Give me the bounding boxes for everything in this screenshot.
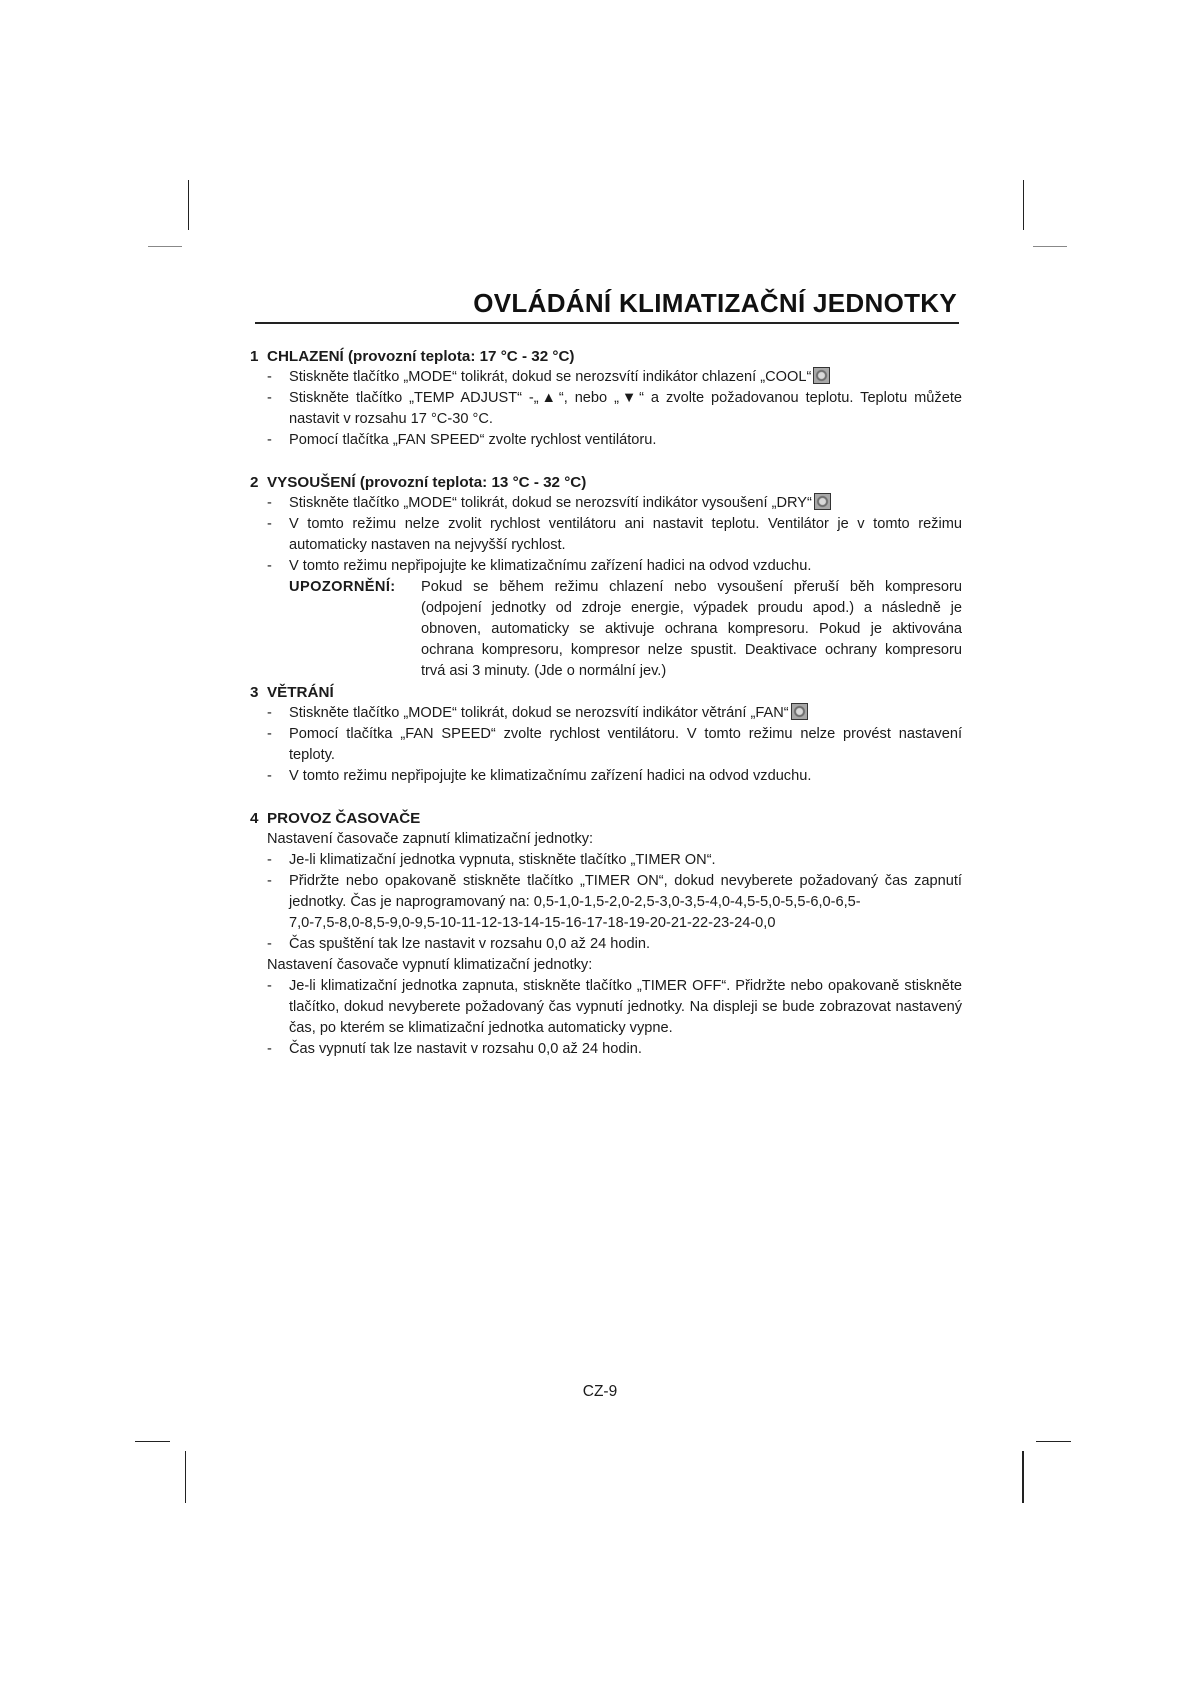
timer-off-intro: Nastavení časovače vypnutí klimatizační jednotky: [267, 957, 593, 973]
dry-mode-icon [814, 493, 831, 510]
list-item-text: Stiskněte tlačítko „TEMP ADJUST“ -„▲“, nebo „▼“ a zvolte požadovanou teplotu. Teplotu můžete nastavit v rozsahu 17 °C-30 °C. [289, 390, 962, 427]
list-item-text: V tomto režimu nepřipojujte ke klimatizačnímu zařízení hadici na odvod vzduchu. [289, 768, 812, 784]
list-item-text: V tomto režimu nepřipojujte ke klimatizačnímu zařízení hadici na odvod vzduchu. [289, 558, 812, 574]
crop-mark [188, 180, 189, 230]
section-number: 2 [250, 474, 259, 491]
warning-label: UPOZORNĚNÍ: [289, 579, 396, 595]
cool-mode-icon [813, 367, 830, 384]
list-item: - Stiskněte tlačítko „TEMP ADJUST“ -„▲“, nebo „▼“ a zvolte požadovanou teplotu. Teplotu můžete nastavit v rozsahu 17 °C-30 °C. [267, 388, 962, 430]
warning-text: Pokud se během režimu chlazení nebo vysoušení přeruší běh kompresoru (odpojení jednotky od zdroje energie, výpadek proudu apod.) a následně je obnoven, automaticky se aktivuje ochrana kompresoru. Pokud je aktivována ochrana kompresoru, kompresor nelze spustit. Deaktivace ochrany kompresoru trvá asi 3 minuty. (Jde o normální jev.) [421, 579, 962, 679]
crop-mark [1033, 246, 1067, 247]
list-item: - Stiskněte tlačítko „MODE“ tolikrát, dokud se nerozsvítí indikátor větrání „FAN“ [267, 703, 962, 724]
section-cooling [250, 346, 962, 451]
section-title: PROVOZ ČASOVAČE [267, 810, 421, 827]
section-heading [250, 808, 962, 829]
crop-mark [1036, 1441, 1071, 1442]
list-item-text: Čas vypnutí tak lze nastavit v rozsahu 0,0 až 24 hodin. [289, 1041, 642, 1057]
section-number: 4 [250, 810, 259, 827]
section-timer [250, 808, 962, 1060]
section-title: VYSOUŠENÍ (provozní teplota: 13 °C - 32 °C) [267, 474, 587, 491]
list-item: - Je-li klimatizační jednotka zapnuta, stiskněte tlačítko „TIMER OFF“. Přidržte nebo opakovaně stiskněte tlačítko, dokud nevyberete požadovaný čas vypnutí jednotky. Na displeji se bude zobrazovat nastavený čas, po kterém se klimatizační jednotka automaticky vypne. [267, 976, 962, 1039]
list-item: - Přidržte nebo opakovaně stiskněte tlačítko „TIMER ON“, dokud nevyberete požadovaný čas zapnutí jednotky. Čas je naprogramovaný na: 0,5-1,0-1,5-2,0-2,5-3,0-3,5-4,0-4,5-5,0-5,5-6,0-6,5- 7,0-7,5-8,0-8,5-9,0-9,5-10-11-12-13-14-15-16-17-18-19-20-21-22-23-24-0,0 [267, 873, 962, 931]
page-title: OVLÁDÁNÍ KLIMATIZAČNÍ JEDNOTKY [473, 288, 957, 318]
manual-content [250, 346, 962, 1060]
list-item-text: Čas spuštění tak lze nastavit v rozsahu 0,0 až 24 hodin. [289, 936, 650, 952]
list-item-text: Stiskněte tlačítko „MODE“ tolikrát, dokud se nerozsvítí indikátor vysoušení „DRY“ [289, 495, 812, 511]
list-item-text: Stiskněte tlačítko „MODE“ tolikrát, dokud se nerozsvítí indikátor chlazení „COOL“ [289, 369, 812, 385]
list-item: - Čas spuštění tak lze nastavit v rozsahu 0,0 až 24 hodin. [267, 934, 962, 955]
list-item: - V tomto režimu nepřipojujte ke klimatizačnímu zařízení hadici na odvod vzduchu. [267, 556, 962, 577]
timer-on-intro: Nastavení časovače zapnutí klimatizační jednotky: [267, 831, 594, 847]
list-item-text: V tomto režimu nelze zvolit rychlost ventilátoru ani nastavit teplotu. Ventilátor je v tomto režimu automaticky nastaven na nejvyšší rychlost. [289, 516, 962, 553]
crop-mark [1023, 180, 1024, 230]
list-item: - Je-li klimatizační jednotka vypnuta, stiskněte tlačítko „TIMER ON“. [267, 850, 962, 871]
list-item: - Stiskněte tlačítko „MODE“ tolikrát, dokud se nerozsvítí indikátor chlazení „COOL“ [267, 367, 962, 388]
fan-mode-icon [791, 703, 808, 720]
list-item: - Pomocí tlačítka „FAN SPEED“ zvolte rychlost ventilátoru. [267, 430, 962, 451]
list-item: - Stiskněte tlačítko „MODE“ tolikrát, dokud se nerozsvítí indikátor vysoušení „DRY“ [267, 493, 962, 514]
section-title: CHLAZENÍ (provozní teplota: 17 °C - 32 °C) [267, 348, 575, 365]
page-number: CZ-9 [582, 1383, 618, 1400]
list-item-text: Stiskněte tlačítko „MODE“ tolikrát, dokud se nerozsvítí indikátor větrání „FAN“ [289, 705, 789, 721]
list-item: - Pomocí tlačítka „FAN SPEED“ zvolte rychlost ventilátoru. V tomto režimu nelze provést nastavení teploty. [267, 724, 962, 766]
crop-mark [185, 1451, 186, 1503]
section-number: 1 [250, 348, 259, 365]
list-item-text: Je-li klimatizační jednotka zapnuta, stiskněte tlačítko „TIMER OFF“. Přidržte nebo opakovaně stiskněte tlačítko, dokud nevyberete požadovaný čas vypnutí jednotky. Na displeji se bude zobrazovat nastavený čas, po kterém se klimatizační jednotka automaticky vypne. [289, 978, 962, 1036]
section-ventilation [250, 682, 962, 787]
warning-note [289, 577, 962, 682]
list-item-text: Pomocí tlačítka „FAN SPEED“ zvolte rychlost ventilátoru. V tomto režimu nelze provést nastavení teploty. [289, 726, 962, 763]
section-heading [250, 472, 962, 493]
list-item-text: Přidržte nebo opakovaně stiskněte tlačítko „TIMER ON“, dokud nevyberete požadovaný čas zapnutí jednotky. Čas je naprogramovaný na: 0,5-1,0-1,5-2,0-2,5-3,0-3,5-4,0-4,5-5,0-5,5-6,0-6,5- [289, 873, 962, 910]
section-heading [250, 682, 962, 703]
section-title: VĚTRÁNÍ [267, 684, 334, 701]
section-number: 3 [250, 684, 259, 701]
crop-mark [1022, 1451, 1024, 1503]
list-item-text: Je-li klimatizační jednotka vypnuta, stiskněte tlačítko „TIMER ON“. [289, 852, 716, 868]
list-item-text: Pomocí tlačítka „FAN SPEED“ zvolte rychlost ventilátoru. [289, 432, 657, 448]
list-item: - V tomto režimu nepřipojujte ke klimatizačnímu zařízení hadici na odvod vzduchu. [267, 766, 962, 787]
crop-mark [148, 246, 182, 247]
list-item: - Čas vypnutí tak lze nastavit v rozsahu 0,0 až 24 hodin. [267, 1039, 962, 1060]
list-item: - V tomto režimu nelze zvolit rychlost ventilátoru ani nastavit teplotu. Ventilátor je v tomto režimu automaticky nastaven na nejvyšší rychlost. [267, 514, 962, 556]
title-divider [255, 322, 959, 324]
section-heading [250, 346, 962, 367]
section-drying [250, 472, 962, 682]
crop-mark [135, 1441, 170, 1442]
timer-sequence: 7,0-7,5-8,0-8,5-9,0-9,5-10-11-12-13-14-15-16-17-18-19-20-21-22-23-24-0,0 [289, 915, 776, 931]
